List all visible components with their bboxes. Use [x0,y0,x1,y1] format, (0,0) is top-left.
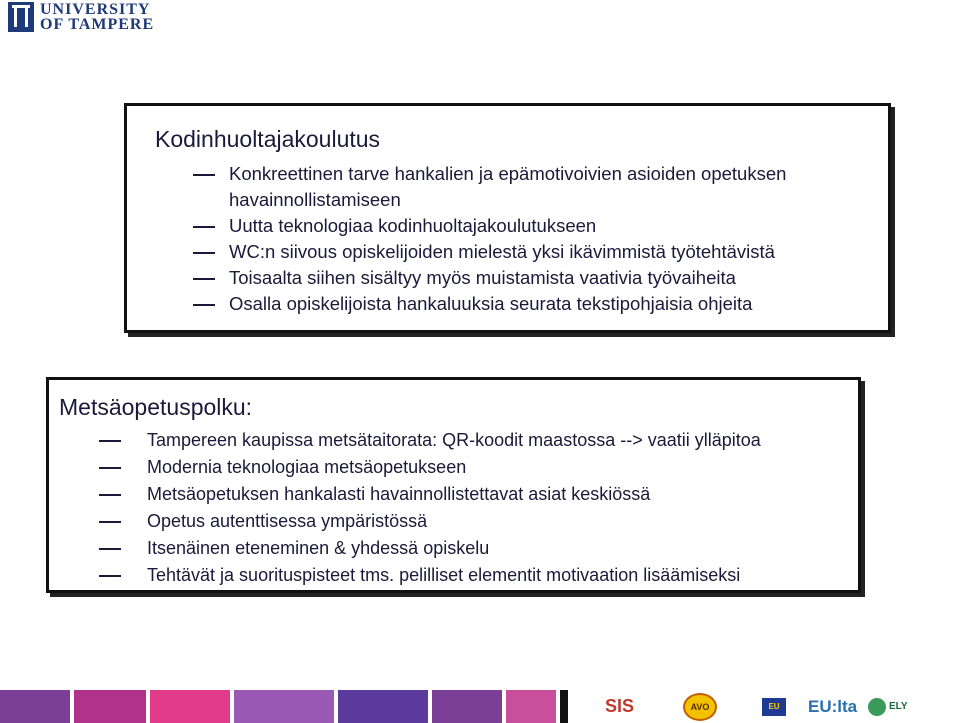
university-emblem-icon [8,2,34,32]
list-item: Tampereen kaupissa metsätaitorata: QR-koodit maastossa --> vaatii ylläpitoa [147,430,761,450]
list-item: Konkreettinen tarve hankalien ja epämotivoivien asioiden opetuksen havainnollistamiseen [229,163,787,210]
footer-stripe [150,690,230,723]
eu-flag-icon: EU [762,690,786,723]
footer-stripe [0,690,70,723]
footer-black-block [560,690,568,723]
ely-logo: ELY [868,690,908,723]
list-item: Uutta teknologiaa kodinhuoltajakoulutukseen [229,215,597,236]
logo-text [40,2,154,32]
logo-line-1: UNIVERSITY [40,1,151,18]
logo-line-2: OF TAMPERE [40,16,155,33]
list-item: Modernia teknologiaa metsäopetukseen [147,457,467,477]
footer-stripe [338,690,428,723]
list-item: Tehtävät ja suorituspisteet tms. pelilliset elementit motivaation lisäämiseksi [147,565,741,585]
footer-bar [0,690,960,723]
footer-stripe [506,690,556,723]
footer-stripe [74,690,146,723]
university-logo [8,2,154,32]
footer-stripe [234,690,334,723]
list-item: WC:n siivous opiskelijoiden mielestä yksi ikävimmistä työtehtävistä [229,241,775,262]
footer-stripe [432,690,502,723]
metsaopetuspolku-box [46,377,861,593]
metsaopetuspolku-list [49,427,859,589]
list-item: Osalla opiskelijoista hankaluuksia seurata tekstipohjaisia ohjeita [229,293,753,314]
list-item: Itsenäinen eteneminen & yhdessä opiskelu [147,538,490,558]
list-item: Toisaalta siihen sisältyy myös muistamista vaativia työvaiheita [229,267,736,288]
kodinhuoltaja-list [127,161,887,317]
list-item: Metsäopetuksen hankalasti havainnollistettavat asiat keskiössä [147,484,651,504]
list-item: Opetus autenttisessa ympäristössä [147,511,428,531]
metsaopetuspolku-title: Metsäopetuspolku: [59,394,253,420]
vipuvoimaa-logo: EU:lta [808,696,858,716]
kodinhuoltaja-title: Kodinhuoltajakoulutus [155,126,381,152]
kodinhuoltaja-box [124,103,891,333]
sis-logo: SIS [605,696,635,716]
avo-logo: AVO [680,690,720,723]
